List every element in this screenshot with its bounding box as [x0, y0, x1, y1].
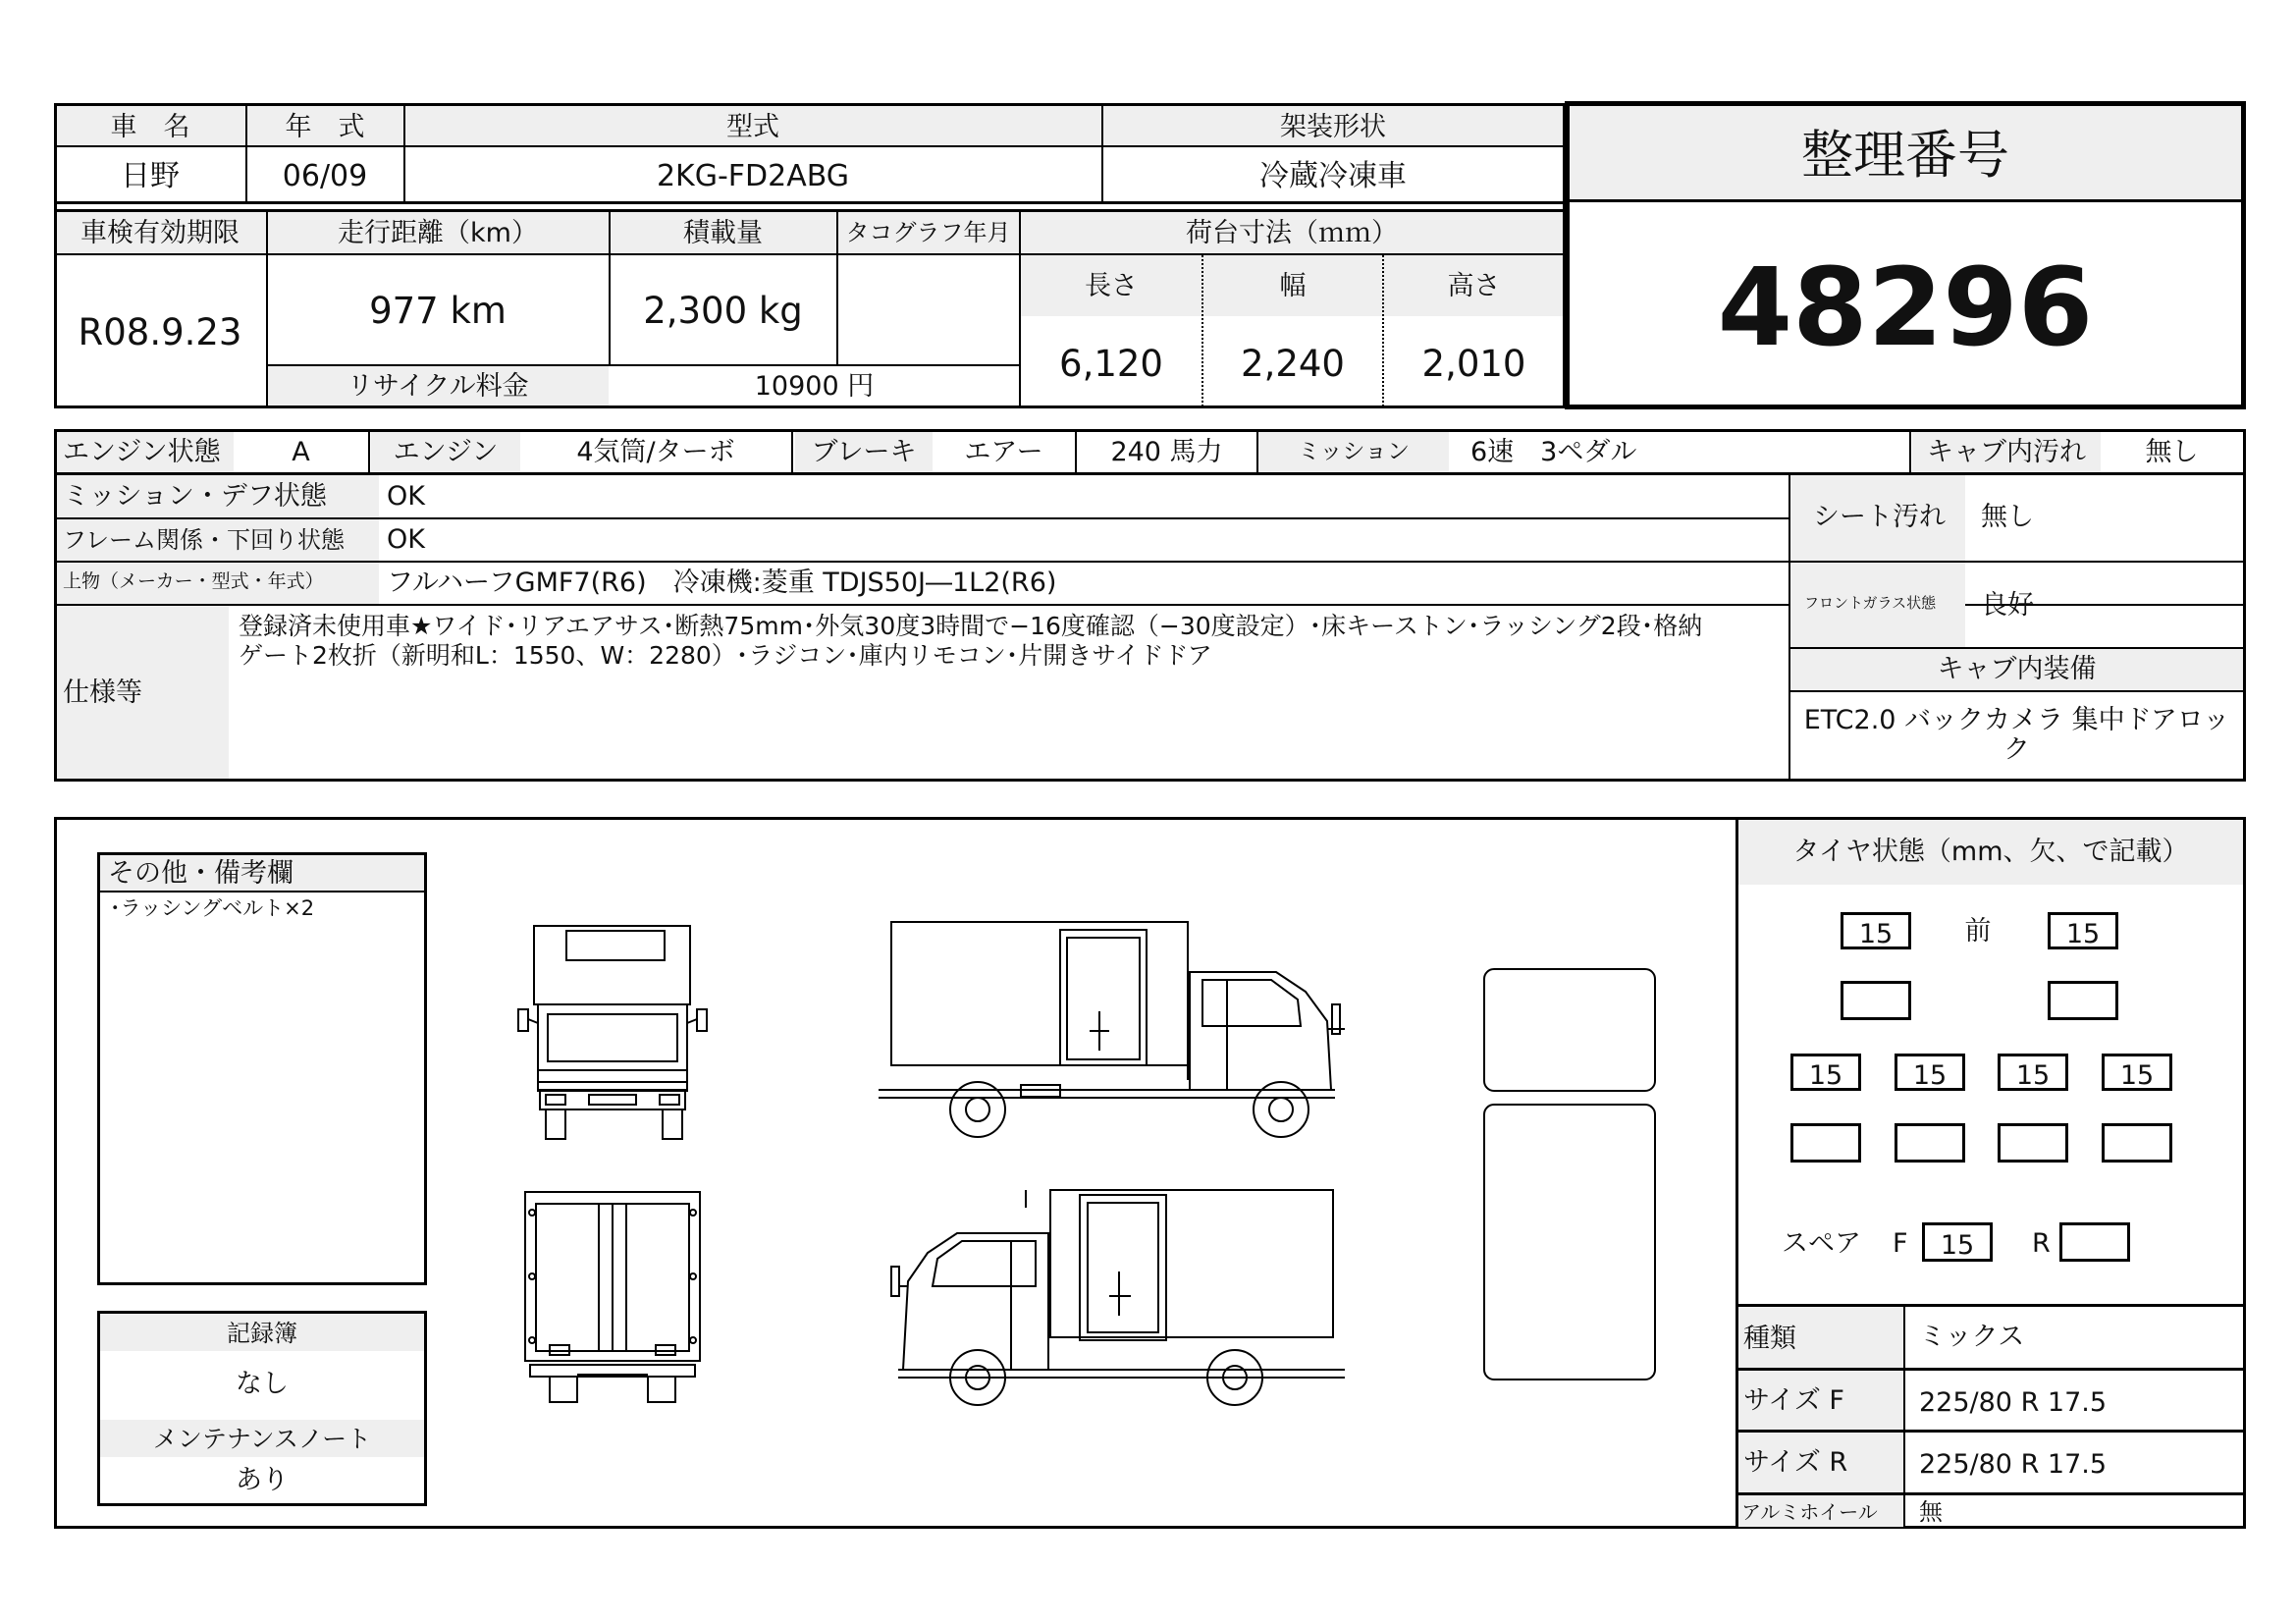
capacity-value: 2,300 kg — [643, 290, 803, 332]
tire-rear-3: 15 — [1998, 1054, 2068, 1091]
tire-size-f-label: サイズ F — [1743, 1385, 1844, 1416]
cab-equipment-line-1: ETC2.0 バックカメラ 集中ドアロッ — [1803, 705, 2230, 735]
other-remarks-label: その他・備考欄 — [108, 858, 294, 889]
model-label: 型式 — [726, 112, 779, 142]
tire-front-label: 前 — [1964, 916, 1992, 947]
recycle-label: リサイクル料金 — [347, 371, 529, 402]
engine-value: 4気筒/ターボ — [576, 437, 735, 467]
tire-rear-2-inner — [1895, 1123, 1965, 1163]
record-book-label: 記録簿 — [227, 1320, 297, 1347]
frame-label: フレーム関係・下回り状態 — [63, 526, 346, 554]
cab-equipment-line-2: ク — [2003, 734, 2030, 765]
mission-diff-value: OK — [387, 481, 425, 512]
cab-dirt-label: キャブ内汚れ — [1927, 437, 2086, 467]
length-value: 6,120 — [1059, 343, 1163, 385]
length-label: 長さ — [1085, 271, 1138, 301]
year-label: 年 式 — [285, 112, 365, 142]
other-remarks-item: ･ラッシングベルト×2 — [110, 896, 315, 920]
brake-label: ブレーキ — [811, 437, 917, 467]
body-type-value: 冷蔵冷凍車 — [1259, 159, 1407, 193]
tire-title: タイヤ状態（mm、欠、で記載） — [1792, 837, 2189, 867]
car-name-label: 車 名 — [110, 112, 190, 142]
tire-front-right: 15 — [2048, 912, 2118, 949]
tire-rear-4: 15 — [2102, 1054, 2172, 1091]
width-label: 幅 — [1279, 271, 1307, 301]
spec-line-1: 登録済未使用車★ワイド･リアエアサス･断熱75mm･外気30度3時間で−16度確認（−30度設定）･床キーストン･ラッシング2段･格納 — [239, 612, 1703, 640]
seat-dirt-value: 無し — [1981, 502, 2034, 532]
model-value: 2KG-FD2ABG — [656, 159, 850, 193]
height-label: 高さ — [1447, 271, 1501, 301]
recycle-value: 10900 円 — [754, 371, 875, 402]
serial-label: 整理番号 — [1801, 126, 2009, 186]
maintenance-note-label: メンテナンスノート — [152, 1425, 372, 1453]
tachograph-label: タコグラフ年月 — [845, 219, 1011, 246]
cab-equipment-label: キャブ内装備 — [1937, 654, 2097, 684]
tire-rear-1-inner — [1790, 1123, 1861, 1163]
engine-state-label: エンジン状態 — [63, 437, 221, 467]
tire-size-r-label: サイズ R — [1743, 1447, 1848, 1478]
record-book-value: なし — [236, 1369, 289, 1399]
horsepower-value: 240 馬力 — [1110, 437, 1223, 467]
spec-line-2: ゲート2枚折（新明和L：1550、W：2280）･ラジコン･庫内リモコン･片開きサイドドア — [239, 641, 1212, 670]
spec-label: 仕様等 — [63, 677, 142, 708]
tire-rear-3-inner — [1998, 1123, 2068, 1163]
mission-value: 6速 3ペダル — [1470, 437, 1637, 467]
cab-dirt-value: 無し — [2145, 437, 2199, 467]
serial-number: 48296 — [1717, 244, 2094, 370]
spare-f-value: 15 — [1922, 1222, 1993, 1262]
upper-body-value: フルハーフGMF7(R6) 冷凍機:菱重 TDJS50J―1L2(R6) — [387, 568, 1057, 598]
tire-size-f-value: 225/80 R 17.5 — [1919, 1387, 2108, 1418]
capacity-label: 積載量 — [683, 218, 763, 248]
height-value: 2,010 — [1421, 343, 1526, 385]
upper-body-label: 上物（メーカー・型式・年式） — [63, 570, 324, 592]
truck-front-view — [518, 926, 707, 1139]
mileage-value: 977 km — [369, 290, 507, 332]
tire-front-left-inner — [1841, 981, 1911, 1020]
spare-label: スペア — [1782, 1228, 1861, 1259]
width-value: 2,240 — [1241, 343, 1345, 385]
spare-f-label: F — [1893, 1228, 1908, 1259]
body-type-label: 架装形状 — [1280, 112, 1386, 142]
inspection-value: R08.9.23 — [78, 311, 242, 353]
aluminum-wheel-label: アルミホイール — [1741, 1500, 1878, 1524]
engine-label: エンジン — [393, 437, 499, 467]
mission-label: ミッション — [1297, 439, 1411, 464]
windshield-label: フロントガラス状態 — [1804, 594, 1937, 612]
inspection-label: 車検有効期限 — [80, 218, 240, 248]
tire-rear-4-inner — [2102, 1123, 2172, 1163]
brake-value: エアー — [964, 437, 1043, 467]
tire-rear-2: 15 — [1895, 1054, 1965, 1091]
mission-diff-label: ミッション・デフ状態 — [63, 481, 327, 512]
tire-rear-1: 15 — [1790, 1054, 1861, 1091]
car-name-value: 日野 — [121, 159, 180, 193]
tire-front-right-inner — [2048, 981, 2118, 1020]
maintenance-note-value: あり — [236, 1465, 289, 1495]
tire-size-r-value: 225/80 R 17.5 — [1919, 1449, 2108, 1480]
seat-dirt-label: シート汚れ — [1813, 502, 1946, 532]
tire-type-value: ミックス — [1919, 1322, 2025, 1352]
tire-front-left: 15 — [1841, 912, 1911, 949]
truck-side-view-right — [879, 922, 1345, 1137]
truck-side-view-left — [891, 1190, 1345, 1405]
truck-top-view — [1484, 969, 1655, 1380]
truck-rear-view — [525, 1192, 700, 1402]
spare-r-value — [2059, 1222, 2130, 1262]
engine-state-value: A — [292, 437, 310, 467]
cargo-dims-label: 荷台寸法（ｍｍ） — [1186, 218, 1398, 248]
aluminum-wheel-value: 無 — [1919, 1498, 1943, 1526]
spare-r-label: R — [2032, 1228, 2051, 1259]
windshield-value: 良好 — [1981, 590, 2034, 621]
mileage-label: 走行距離（km） — [338, 218, 538, 248]
tire-type-label: 種類 — [1743, 1324, 1796, 1354]
frame-value: OK — [387, 524, 425, 555]
year-value: 06/09 — [282, 159, 368, 193]
